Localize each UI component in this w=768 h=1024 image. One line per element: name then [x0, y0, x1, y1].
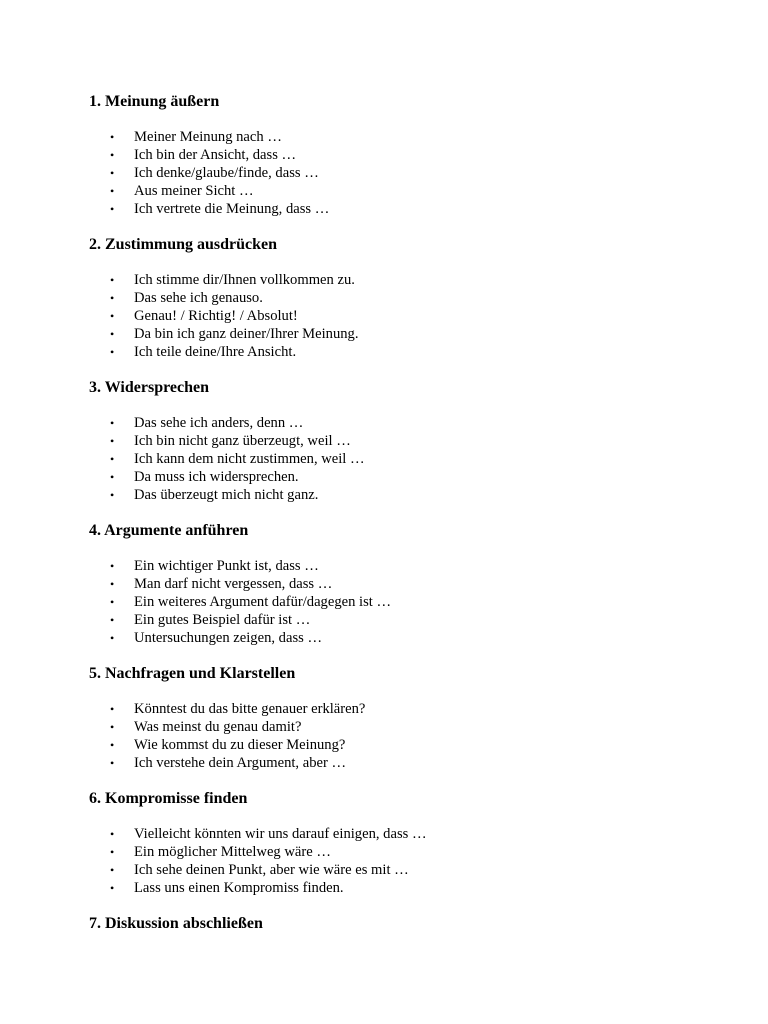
bullet-icon: •	[110, 577, 115, 591]
list-item	[89, 879, 709, 897]
bullet-icon: •	[110, 756, 115, 770]
list-item	[89, 468, 709, 486]
bullet-icon: •	[110, 327, 115, 341]
list-item-text: Könntest du das bitte genauer erklären?	[134, 701, 366, 717]
phrase-list	[89, 414, 709, 504]
list-item	[89, 271, 709, 289]
section-widersprechen	[89, 378, 709, 504]
list-item	[89, 325, 709, 343]
bullet-icon: •	[110, 827, 115, 841]
list-item	[89, 200, 709, 218]
list-item-text: Ich bin der Ansicht, dass …	[134, 147, 297, 163]
bullet-icon: •	[110, 452, 115, 466]
list-item	[89, 825, 709, 843]
phrase-list	[89, 700, 709, 772]
bullet-icon: •	[110, 148, 115, 162]
list-item-text: Ein möglicher Mittelweg wäre …	[134, 844, 331, 860]
list-item-text: Vielleicht könnten wir uns darauf einigen, dass …	[134, 826, 427, 842]
list-item	[89, 450, 709, 468]
list-item-text: Das sehe ich genauso.	[134, 290, 263, 306]
phrase-list	[89, 825, 709, 897]
list-item	[89, 486, 709, 504]
section-heading: 2. Zustimmung ausdrücken	[89, 236, 278, 253]
list-item-text: Ich stimme dir/Ihnen vollkommen zu.	[134, 272, 355, 288]
list-item	[89, 575, 709, 593]
list-item-text: Ich verstehe dein Argument, aber …	[134, 755, 347, 771]
list-item-text: Genau! / Richtig! / Absolut!	[134, 308, 298, 324]
section-abschliessen	[89, 914, 709, 934]
bullet-icon: •	[110, 881, 115, 895]
phrase-list	[89, 271, 709, 361]
section-heading: 6. Kompromisse finden	[89, 790, 248, 807]
bullet-icon: •	[110, 595, 115, 609]
list-item	[89, 414, 709, 432]
phrase-list	[89, 128, 709, 218]
list-item-text: Was meinst du genau damit?	[134, 719, 302, 735]
list-item-text: Man darf nicht vergessen, dass …	[134, 576, 333, 592]
list-item	[89, 146, 709, 164]
list-item	[89, 611, 709, 629]
bullet-icon: •	[110, 613, 115, 627]
list-item-text: Lass uns einen Kompromiss finden.	[134, 880, 344, 896]
list-item	[89, 736, 709, 754]
bullet-icon: •	[110, 863, 115, 877]
bullet-icon: •	[110, 309, 115, 323]
bullet-icon: •	[110, 202, 115, 216]
list-item-text: Ein weiteres Argument dafür/dagegen ist …	[134, 594, 392, 610]
bullet-icon: •	[110, 345, 115, 359]
bullet-icon: •	[110, 273, 115, 287]
list-item	[89, 843, 709, 861]
bullet-icon: •	[110, 738, 115, 752]
list-item-text: Ich denke/glaube/finde, dass …	[134, 165, 319, 181]
bullet-icon: •	[110, 702, 115, 716]
bullet-icon: •	[110, 470, 115, 484]
section-heading: 5. Nachfragen und Klarstellen	[89, 665, 296, 682]
list-item-text: Ein gutes Beispiel dafür ist …	[134, 612, 311, 628]
list-item-text: Ich bin nicht ganz überzeugt, weil …	[134, 433, 351, 449]
section-heading: 4. Argumente anführen	[89, 522, 249, 539]
list-item	[89, 128, 709, 146]
list-item	[89, 557, 709, 575]
section-meinung-aeussern	[89, 92, 709, 218]
list-item-text: Da bin ich ganz deiner/Ihrer Meinung.	[134, 326, 359, 342]
list-item	[89, 593, 709, 611]
list-item-text: Untersuchungen zeigen, dass …	[134, 630, 323, 646]
document-page	[89, 92, 709, 951]
list-item	[89, 700, 709, 718]
bullet-icon: •	[110, 845, 115, 859]
list-item	[89, 754, 709, 772]
list-item-text: Wie kommst du zu dieser Meinung?	[134, 737, 346, 753]
list-item-text: Ich teile deine/Ihre Ansicht.	[134, 344, 297, 360]
list-item	[89, 343, 709, 361]
list-item-text: Ich sehe deinen Punkt, aber wie wäre es mit …	[134, 862, 409, 878]
list-item	[89, 289, 709, 307]
list-item-text: Da muss ich widersprechen.	[134, 469, 299, 485]
bullet-icon: •	[110, 416, 115, 430]
bullet-icon: •	[110, 184, 115, 198]
list-item	[89, 432, 709, 450]
list-item-text: Ich kann dem nicht zustimmen, weil …	[134, 451, 365, 467]
section-zustimmung	[89, 235, 709, 361]
list-item	[89, 182, 709, 200]
phrase-list	[89, 557, 709, 647]
list-item	[89, 629, 709, 647]
section-heading: 1. Meinung äußern	[89, 93, 220, 110]
section-heading: 3. Widersprechen	[89, 379, 210, 396]
list-item-text: Aus meiner Sicht …	[134, 183, 254, 199]
bullet-icon: •	[110, 130, 115, 144]
bullet-icon: •	[110, 166, 115, 180]
list-item-text: Meiner Meinung nach …	[134, 129, 282, 145]
bullet-icon: •	[110, 291, 115, 305]
section-nachfragen	[89, 664, 709, 772]
bullet-icon: •	[110, 720, 115, 734]
section-heading: 7. Diskussion abschließen	[89, 915, 263, 932]
list-item	[89, 307, 709, 325]
list-item-text: Das sehe ich anders, denn …	[134, 415, 304, 431]
bullet-icon: •	[110, 434, 115, 448]
section-kompromisse	[89, 789, 709, 897]
list-item-text: Ich vertrete die Meinung, dass …	[134, 201, 330, 217]
bullet-icon: •	[110, 631, 115, 645]
list-item	[89, 718, 709, 736]
list-item	[89, 164, 709, 182]
list-item-text: Ein wichtiger Punkt ist, dass …	[134, 558, 319, 574]
list-item	[89, 861, 709, 879]
section-argumente	[89, 521, 709, 647]
list-item-text: Das überzeugt mich nicht ganz.	[134, 487, 319, 503]
bullet-icon: •	[110, 488, 115, 502]
bullet-icon: •	[110, 559, 115, 573]
